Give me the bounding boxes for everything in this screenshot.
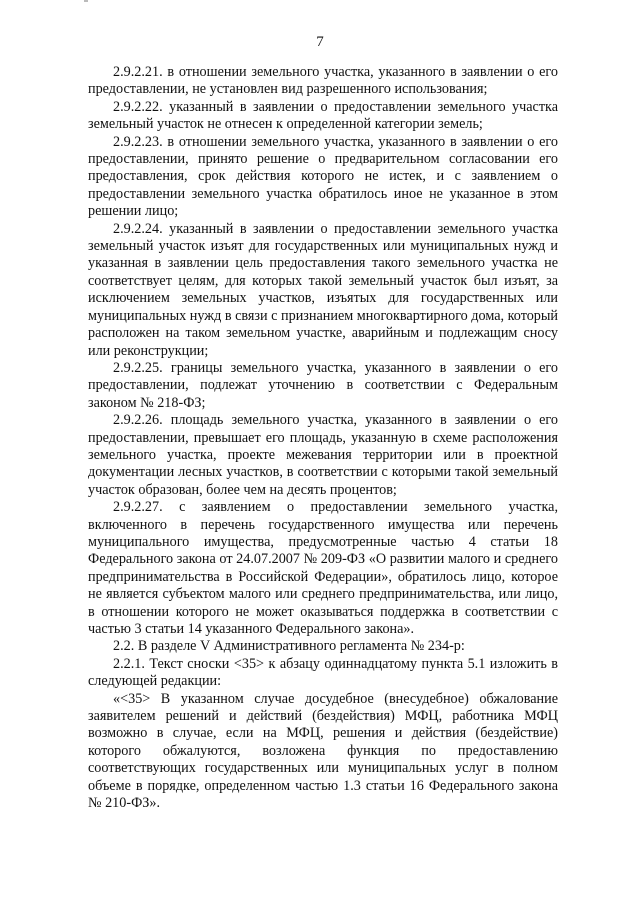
page-number: 7	[316, 34, 324, 50]
paragraph-2-2-1: 2.2.1. Текст сноски <35> к абзацу одиннадцатому пункта 5.1 изложить в следующей редакции:	[88, 655, 558, 690]
paragraph-2-9-2-23: 2.9.2.23. в отношении земельного участка, указанного в заявлении о его предоставлении, принято решение о предварительном согласовании его предоставления, срок действия которого не истек, и с заявлением о предоставлении земельного участка обратилось иное не указанное в этом решении лицо;	[88, 133, 558, 220]
paragraph-2-2: 2.2. В разделе V Административного регламента № 234-р:	[113, 638, 465, 655]
document-body	[88, 64, 558, 812]
paragraph-2-9-2-21: 2.9.2.21. в отношении земельного участка, указанного в заявлении о его предоставлении, не установлен вид разрешенного использования;	[88, 64, 558, 98]
paragraph-2-9-2-25: 2.9.2.25. границы земельного участка, указанного в заявлении о его предоставлении, подлежат уточнению в соответствии с Федеральным законом № 218-ФЗ;	[88, 359, 558, 411]
scan-artifact	[84, 0, 88, 2]
paragraph-2-9-2-24: 2.9.2.24. указанный в заявлении о предоставлении земельного участка земельный участок изъят для государственных или муниципальных нужд и указанная в заявлении цель предоставления такого земельного участка не соответствует целям, для которых такой земельный участок был изъят, за исключением земельных участков, изъятых для государственных или муниципальных нужд в связи с признанием многоквартирного дома, который расположен на таком земельном участке, аварийным и подлежащим сносу или реконструкции;	[88, 220, 559, 359]
paragraph-2-9-2-26: 2.9.2.26. площадь земельного участка, указанного в заявлении о его предоставлении, превышает его площадь, указанную в схеме расположения земельного участка, проекте межевания территории или в проектной документации лесных участков, в соответствии с которыми такой земельный участок образован, более чем на десять процентов;	[88, 412, 558, 498]
footnote-35-text: «<35> В указанном случае досудебное (внесудебное) обжалование заявителем решений и действий (бездействия) МФЦ, работника МФЦ возможно в случае, если на МФЦ, решения и действия (бездействие) которого обжалуются, возложена функция по предоставлению соответствующих государственных или муниципальных услуг в полном объеме в порядке, определенном частью 1.3 статьи 16 Федерального закона № 210-ФЗ».	[88, 690, 558, 812]
paragraph-2-9-2-27: 2.9.2.27. с заявлением о предоставлении земельного участка, включенного в перечень государственного имущества или перечень муниципального имущества, предусмотренные частью 4 статьи 18 Федерального закона от 24.07.2007 № 209-ФЗ «О развитии малого и среднего предпринимательства в Российской Федерации», обратилось лицо, которое не является субъектом малого или среднего предпринимательства, или лицо, в отношении которого не может оказываться поддержка в соответствии с частью 3 статьи 14 указанного Федерального закона».	[88, 499, 558, 637]
paragraph-2-9-2-22: 2.9.2.22. указанный в заявлении о предоставлении земельного участка земельный участок не отнесен к определенной категории земель;	[88, 98, 558, 133]
